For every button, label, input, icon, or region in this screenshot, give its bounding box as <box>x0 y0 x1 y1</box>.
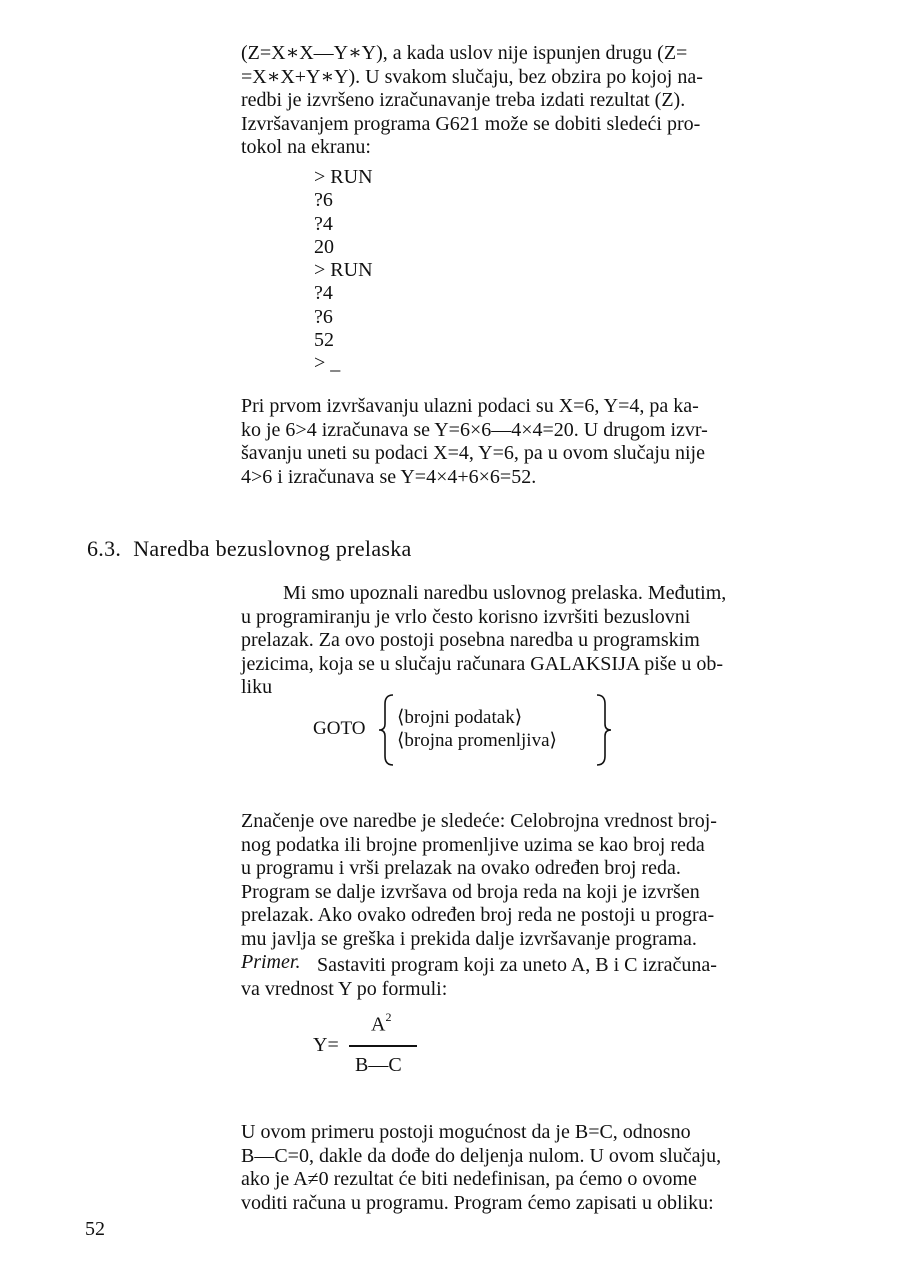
protocol-line: 20 <box>314 235 334 258</box>
text-line: B—C=0, dakle da dođe do deljenja nulom. U ovom slučaju, <box>241 1144 722 1167</box>
protocol-line: 52 <box>314 329 334 352</box>
text-line: 4>6 i izračunava se Y=4×4+6×6=52. <box>241 465 537 488</box>
goto-option-number: ⟨brojni podatak⟩ <box>397 707 523 728</box>
text-line: Sastaviti program koji za uneto A, B i C izračuna- <box>317 954 717 976</box>
text-line: Značenje ove naredbe je sledeće: Celobrojna vrednost broj- <box>241 810 717 832</box>
text-line: mu javlja se greška i prekida dalje izvršavanje programa. <box>241 927 697 950</box>
protocol-line: > RUN <box>314 166 373 188</box>
closing-paragraph <box>241 1121 806 1215</box>
numerator-exponent: 2 <box>385 1010 392 1024</box>
text-line: U ovom primeru postoji mogućnost da je B=C, odnosno <box>241 1121 691 1143</box>
text-line: jezicima, koja se u slučaju računara GALAKSIJA piše u ob- <box>241 652 724 675</box>
formula-numerator <box>371 1012 391 1037</box>
protocol-line: ?4 <box>314 212 333 235</box>
text-line: u programiranju je vrlo često korisno izvršiti bezuslovni <box>241 605 691 628</box>
text-line: va vrednost Y po formuli: <box>241 977 448 1000</box>
protocol-line: ?4 <box>314 282 333 305</box>
text-line: prelazak. Za ovo postoji posebna naredba u programskim <box>241 629 700 651</box>
task-paragraph <box>241 954 806 1001</box>
screen-protocol <box>314 166 373 376</box>
fraction-bar <box>349 1045 417 1047</box>
top-paragraph <box>241 42 806 160</box>
text-line: prelazak. Ako ovako određen broj reda ne postoji u progra- <box>241 904 715 926</box>
formula-denominator: B—C <box>355 1054 402 1076</box>
example-label: Primer. <box>241 951 301 973</box>
page-number: 52 <box>85 1218 105 1240</box>
formula-lhs: Y= <box>313 1034 339 1056</box>
right-brace-icon <box>593 694 615 766</box>
section-number: 6.3. <box>87 536 122 561</box>
text-line: Program se dalje izvršava od broja reda na koji je izvršen <box>241 880 700 903</box>
text-line: šavanju uneti su podaci X=4, Y=6, pa u ovom slučaju nije <box>241 442 705 464</box>
text-line: Izvršavanjem programa G621 može se dobiti sledeći pro- <box>241 112 701 135</box>
protocol-line: ?6 <box>314 189 333 212</box>
protocol-line: ?6 <box>314 305 333 328</box>
goto-syntax <box>313 692 623 768</box>
numerator-base: A <box>371 1013 386 1036</box>
text-line: tokol na ekranu: <box>241 136 371 158</box>
text-line: redbi je izvršeno izračunavanje treba izdati rezultat (Z). <box>241 89 686 111</box>
section-heading <box>87 535 412 563</box>
left-brace-icon <box>375 694 397 766</box>
protocol-line: > _ <box>314 352 341 375</box>
text-line: liku <box>241 676 273 698</box>
text-line: Mi smo upoznali naredbu uslovnog prelaska. Međutim, <box>283 582 727 604</box>
text-line: nog podatka ili brojne promenljive uzima se kao broj reda <box>241 833 705 856</box>
formula <box>313 1012 433 1082</box>
text-line: voditi računa u programu. Program ćemo zapisati u obliku: <box>241 1191 714 1214</box>
text-line: ko je 6>4 izračunava se Y=6×6—4×4=20. U drugom izvr- <box>241 418 708 441</box>
explanation-paragraph <box>241 395 806 489</box>
text-line: ako je A≠0 rezultat će biti nedefinisan, pa ćemo o ovome <box>241 1168 697 1190</box>
text-line: (Z=X∗X—Y∗Y), a kada uslov nije ispunjen drugu (Z= <box>241 42 688 64</box>
intro-paragraph <box>241 582 806 700</box>
goto-option-variable: ⟨brojna promenljiva⟩ <box>397 730 557 751</box>
goto-keyword: GOTO <box>313 718 366 739</box>
section-title: Naredba bezuslovnog prelaska <box>133 536 412 561</box>
protocol-line: > RUN <box>314 259 373 282</box>
meaning-paragraph <box>241 810 806 975</box>
text-line: =X∗X+Y∗Y). U svakom slučaju, bez obzira po kojoj na- <box>241 65 703 88</box>
text-line: u programu i vrši prelazak na ovako određen broj reda. <box>241 857 681 879</box>
text-line: Pri prvom izvršavanju ulazni podaci su X=6, Y=4, pa ka- <box>241 395 699 417</box>
